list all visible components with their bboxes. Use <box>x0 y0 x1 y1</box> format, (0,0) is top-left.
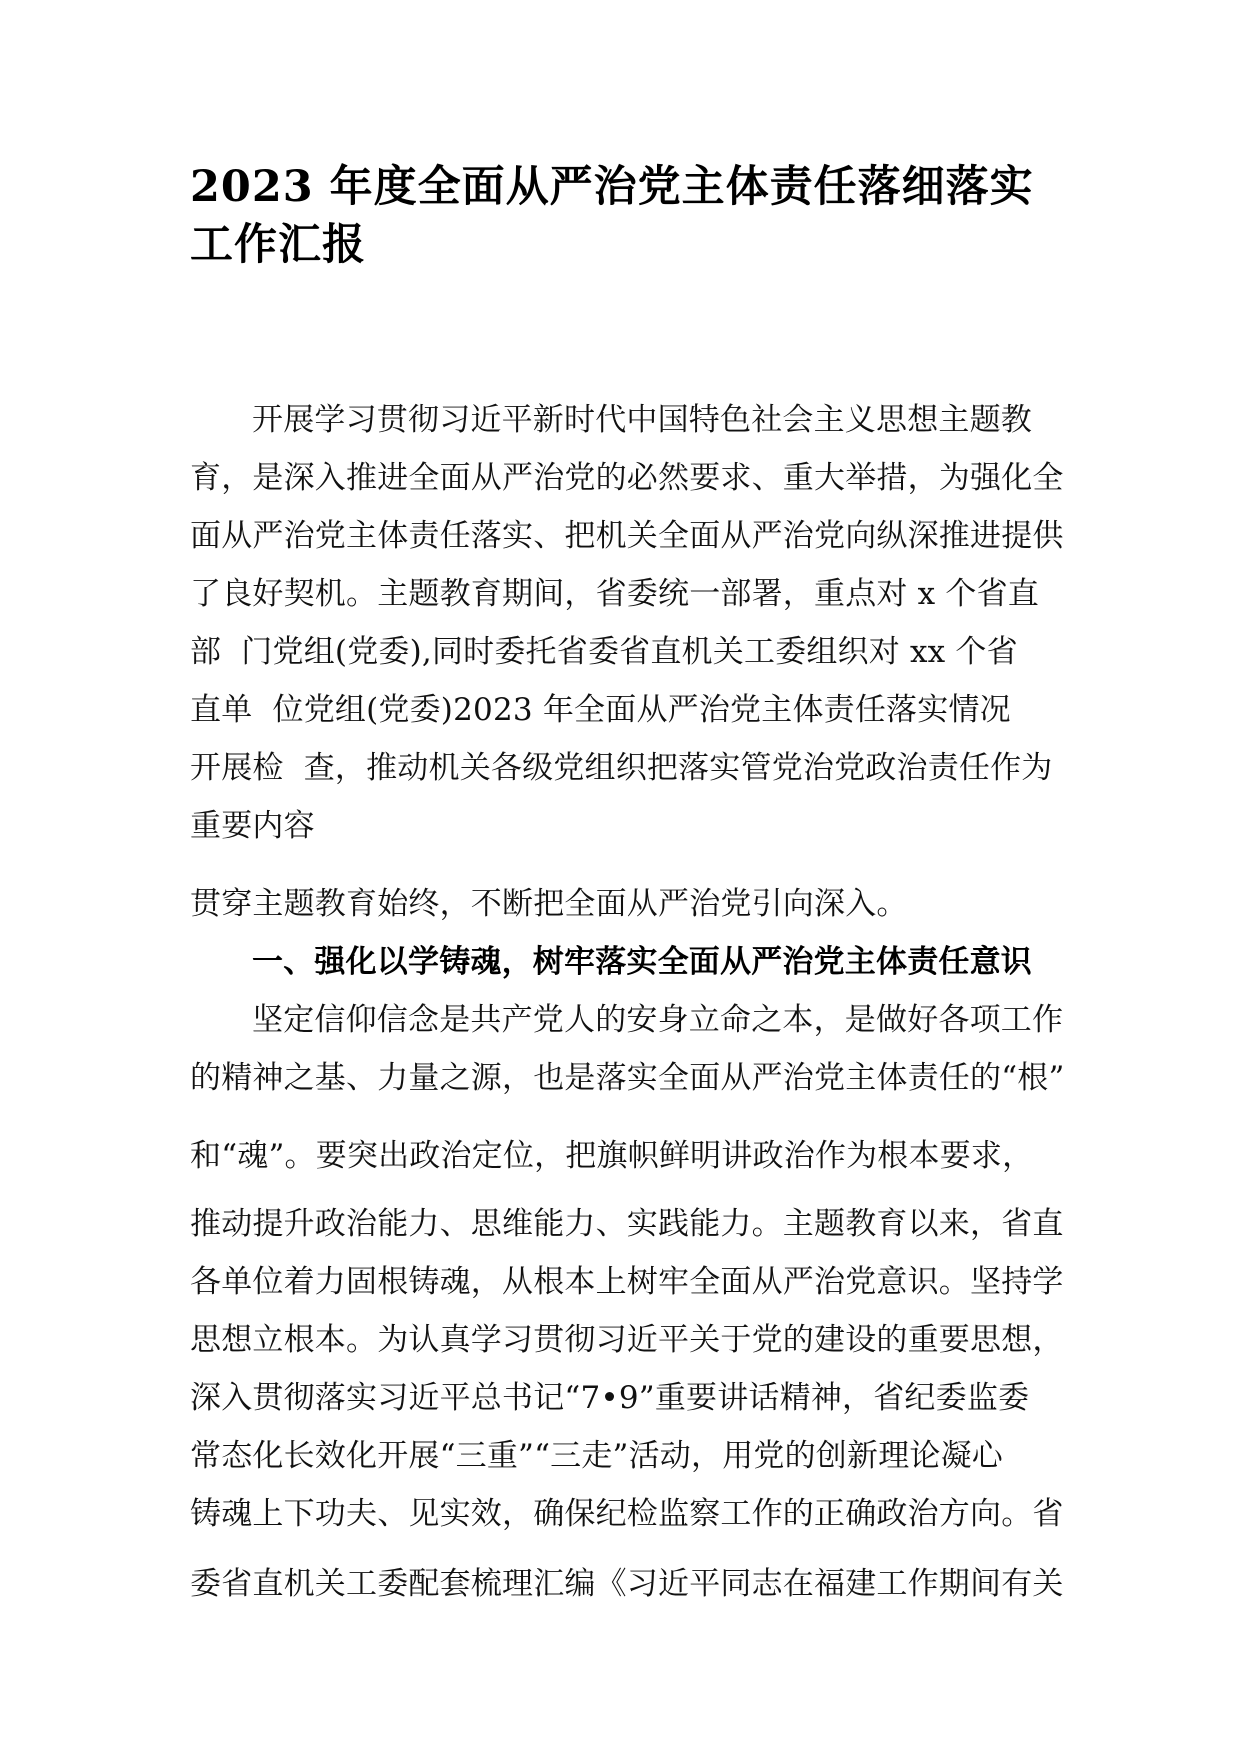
paragraph-3-line-1: 坚定信仰信念是共产党人的安身立命之本，是做好各项工作 <box>252 1002 1064 1038</box>
section-heading-1: 一、强化以学铸魂，树牢落实全面从严治党主体责任意识 <box>252 944 1032 980</box>
title-line-1: 2023 年度全面从严治党主体责任落细落实 <box>190 162 1034 212</box>
document-title <box>190 158 1070 274</box>
paragraph-3-line-8: 常态化长效化开展“三重”“三走”活动，用党的创新理论凝心 <box>190 1438 1003 1474</box>
paragraph-3-line-6: 思想立根本。为认真学习贯彻习近平关于党的建设的重要思想， <box>190 1322 1064 1358</box>
paragraph-1-line-6: 直单 位党组(党委)2023 年全面从严治党主体责任落实情况 <box>190 692 1011 728</box>
paragraph-2-line-1: 贯穿主题教育始终，不断把全面从严治党引向深入。 <box>190 886 908 922</box>
paragraph-1-line-5: 部 门党组(党委),同时委托省委省直机关工委组织对 xx 个省 <box>190 634 1018 670</box>
paragraph-1-line-4: 了良好契机。主题教育期间，省委统一部署，重点对 x 个省直 <box>190 576 1039 612</box>
paragraph-1-line-1: 开展学习贯彻习近平新时代中国特色社会主义思想主题教 <box>252 402 1032 438</box>
paragraph-3-line-3: 和“魂”。要突出政治定位，把旗帜鲜明讲政治作为根本要求， <box>190 1138 1034 1174</box>
paragraph-3-line-7: 深入贯彻落实习近平总书记“7•9”重要讲话精神，省纪委监委 <box>190 1380 1030 1416</box>
paragraph-3-line-10: 委省直机关工委配套梳理汇编《习近平同志在福建工作期间有关 <box>190 1566 1064 1602</box>
paragraph-1-line-2: 育，是深入推进全面从严治党的必然要求、重大举措，为强化全 <box>190 460 1064 496</box>
paragraph-1-line-3: 面从严治党主体责任落实、把机关全面从严治党向纵深推进提供 <box>190 518 1064 554</box>
paragraph-3-line-4: 推动提升政治能力、思维能力、实践能力。主题教育以来，省直 <box>190 1206 1064 1242</box>
paragraph-1-line-7: 开展检 查，推动机关各级党组织把落实管党治党政治责任作为 <box>190 750 1053 786</box>
paragraph-3-line-5: 各单位着力固根铸魂，从根本上树牢全面从严治党意识。坚持学 <box>190 1264 1064 1300</box>
title-line-2: 工作汇报 <box>190 220 366 270</box>
paragraph-3-line-2: 的精神之基、力量之源，也是落实全面从严治党主体责任的“根” <box>190 1060 1065 1096</box>
paragraph-1-line-8: 重要内容 <box>190 808 315 844</box>
paragraph-3-line-9: 铸魂上下功夫、见实效，确保纪检监察工作的正确政治方向。省 <box>190 1496 1064 1532</box>
